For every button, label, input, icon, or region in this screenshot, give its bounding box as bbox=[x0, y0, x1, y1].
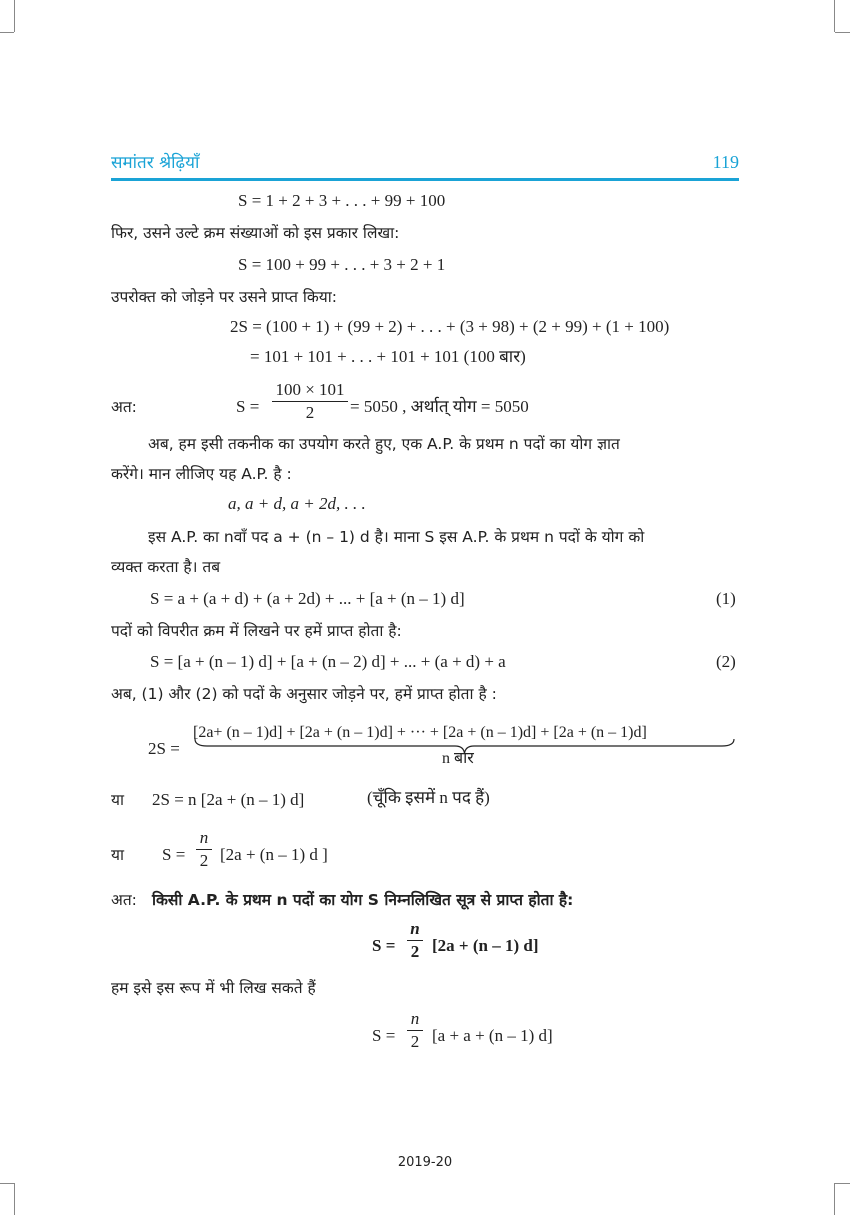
text-line: अब, (1) और (2) को पदों के अनुसार जोड़ने पर, हमें प्राप्त होता है : bbox=[111, 685, 497, 703]
text-line: फिर, उसने उल्टे क्रम संख्याओं को इस प्रकार लिखा: bbox=[111, 224, 400, 242]
equation-2s-value: = 101 + 101 + . . . + 101 + 101 (100 बार) bbox=[250, 347, 526, 366]
text-line: इस A.P. का nवाँ पद a + (n – 1) d है। माना S इस A.P. के प्रथम n पदों के योग को bbox=[148, 528, 645, 546]
page-header bbox=[111, 150, 739, 181]
fraction-bar bbox=[272, 401, 348, 402]
crop-mark bbox=[834, 1183, 835, 1215]
crop-mark bbox=[834, 0, 835, 32]
text-label: अत: bbox=[111, 891, 137, 909]
page-number: 119 bbox=[712, 152, 739, 172]
equation-2s-simplified: 2S = n [2a + (n – 1) d] bbox=[152, 790, 305, 809]
equation-rhs: = 5050 , अर्थात् योग = 5050 bbox=[350, 397, 529, 416]
text-line: करेंगे। मान लीजिए यह A.P. है : bbox=[111, 465, 292, 483]
equation-1: S = a + (a + d) + (a + 2d) + ... + [a + (n – 1) d] bbox=[150, 589, 465, 608]
equation-tag-1: (1) bbox=[716, 589, 736, 608]
text-line: उपरोक्त को जोड़ने पर उसने प्राप्त किया: bbox=[111, 288, 337, 306]
equation-lhs: S = bbox=[372, 1026, 396, 1045]
equation-2: S = [a + (n – 1) d] + [a + (n – 2) d] + ... + (a + d) + a bbox=[150, 652, 506, 671]
equation-lhs: S = bbox=[162, 845, 186, 864]
equation-lhs: 2S = bbox=[148, 739, 180, 758]
equation-sum-reverse: S = 100 + 99 + . . . + 3 + 2 + 1 bbox=[238, 255, 446, 274]
equation-note: (चूँकि इसमें n पद हैं) bbox=[367, 788, 490, 807]
equation-ap-terms: a, a + d, a + 2d, . . . bbox=[228, 494, 366, 513]
text-label: या bbox=[111, 791, 125, 809]
fraction-n-over-2 bbox=[196, 828, 212, 871]
fraction-bar bbox=[407, 940, 423, 941]
fraction-numerator: n bbox=[410, 919, 420, 938]
equation-lhs: S = bbox=[236, 397, 260, 416]
footer-year: 2019-20 bbox=[397, 1155, 453, 1170]
text-line: व्यक्त करता है। तब bbox=[111, 558, 221, 576]
formula-sum-ap-alt: [a + a + (n – 1) d] bbox=[432, 1026, 553, 1045]
fraction-denominator: 2 bbox=[199, 851, 209, 870]
fraction-100x101-over-2 bbox=[272, 380, 348, 423]
fraction-bar bbox=[196, 849, 212, 850]
text-line: हम इसे इस रूप में भी लिख सकते हैं bbox=[111, 979, 316, 997]
chapter-title: समांतर श्रेढ़ियाँ bbox=[111, 153, 200, 173]
underbrace-label: n बार bbox=[442, 750, 474, 767]
text-line: पदों को विपरीत क्रम में लिखने पर हमें प्राप्त होता है: bbox=[111, 622, 402, 640]
crop-mark bbox=[14, 1183, 15, 1215]
fraction-numerator: n bbox=[410, 1009, 420, 1028]
fraction-n-over-2 bbox=[407, 919, 423, 962]
fraction-numerator: n bbox=[199, 828, 209, 847]
crop-mark bbox=[0, 1183, 14, 1184]
text-label: अत: bbox=[111, 398, 137, 416]
formula-sum-ap: [2a + (n – 1) d] bbox=[432, 936, 539, 955]
equation-2s-pairs: 2S = (100 + 1) + (99 + 2) + . . . + (3 + 98) + (2 + 99) + (1 + 100) bbox=[230, 317, 670, 336]
theorem-statement: किसी A.P. के प्रथम n पदों का योग S निम्नलिखित सूत्र से प्राप्त होता है: bbox=[152, 891, 574, 909]
crop-mark bbox=[835, 1183, 850, 1184]
fraction-denominator: 2 bbox=[410, 1032, 420, 1051]
crop-mark bbox=[835, 32, 850, 33]
equation-2s-expanded: [2a+ (n – 1)d] + [2a + (n – 1)d] + ··· + [2a + (n – 1)d] + [2a + (n – 1)d] bbox=[193, 724, 647, 741]
crop-mark bbox=[14, 0, 15, 32]
fraction-n-over-2 bbox=[407, 1009, 423, 1052]
text-line: अब, हम इसी तकनीक का उपयोग करते हुए, एक A.P. के प्रथम n पदों का योग ज्ञात bbox=[148, 435, 620, 453]
crop-mark bbox=[0, 32, 14, 33]
text-label: या bbox=[111, 846, 125, 864]
fraction-numerator: 100 × 101 bbox=[275, 380, 345, 399]
equation-rhs: [2a + (n – 1) d ] bbox=[220, 845, 328, 864]
fraction-denominator: 2 bbox=[410, 942, 420, 961]
equation-tag-2: (2) bbox=[716, 652, 736, 671]
fraction-denominator: 2 bbox=[305, 403, 315, 422]
equation-sum-forward: S = 1 + 2 + 3 + . . . + 99 + 100 bbox=[238, 191, 446, 210]
fraction-bar bbox=[407, 1030, 423, 1031]
equation-lhs: S = bbox=[372, 936, 396, 955]
